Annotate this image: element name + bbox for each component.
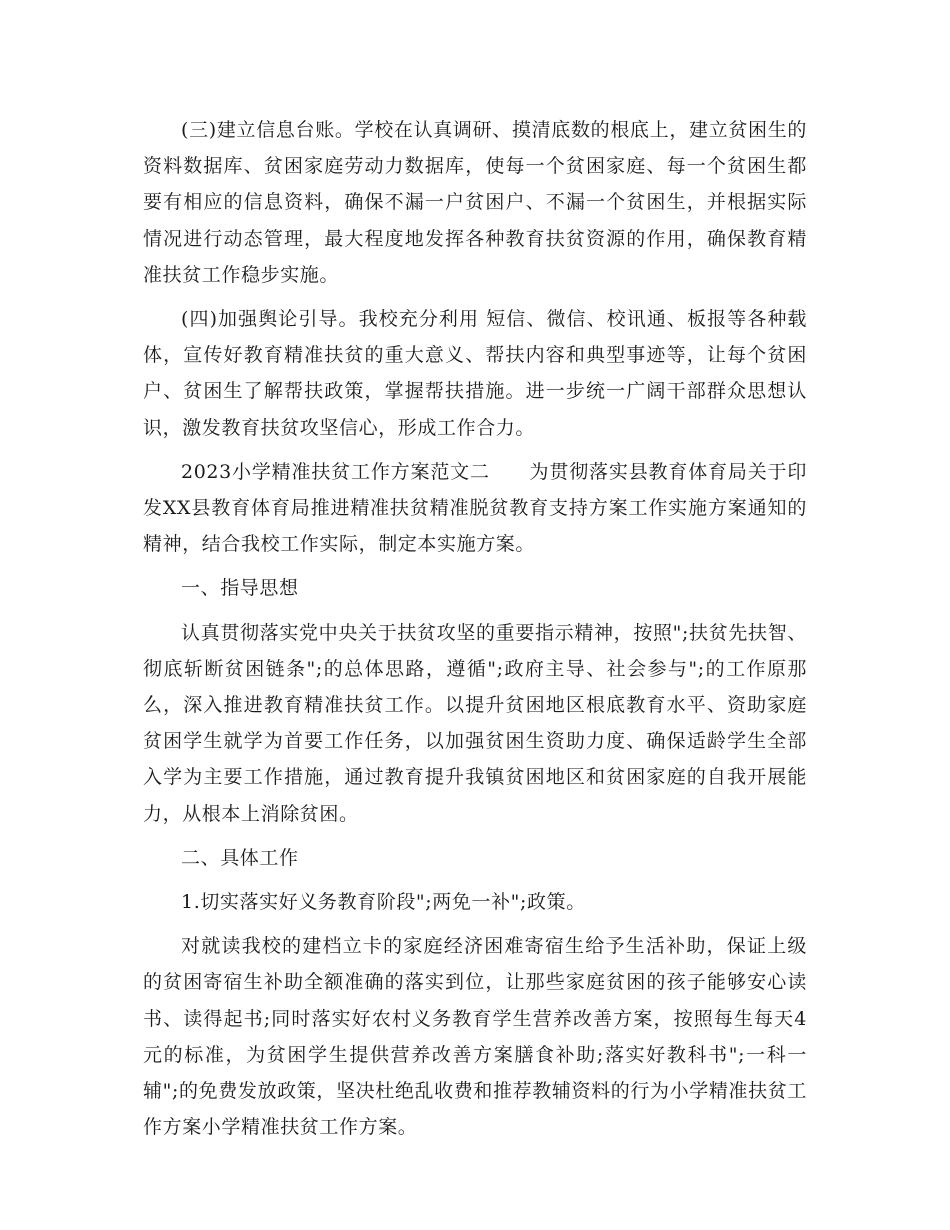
paragraph-public-opinion: (四)加强舆论引导。我校充分利用 短信、微信、校讯通、板报等各种载体，宣传好教育精准扶贫的重大意义、帮扶内容和典型事迹等，让每个贫困户、贫困生了解帮扶政策，掌握帮扶措施。进一步统一广阔干部群众思想认识，激发教育扶贫攻坚信心，形成工作合力。 <box>143 308 807 439</box>
paragraph-info-ledger: (三)建立信息台账。学校在认真调研、摸清底数的根底上，建立贫困生的资料数据库、贫困家庭劳动力数据库，使每一个贫困家庭、每一个贫困生都要有相应的信息资料，确保不漏一户贫困户、不漏一个贫困生，并根据实际情况进行动态管理，最大程度地发挥各种教育扶贫资源的作用，确保教育精准扶贫工作稳步实施。 <box>143 119 807 286</box>
document-body <box>143 112 807 1153</box>
paragraph-guiding-thought: 认真贯彻落实党中央关于扶贫攻坚的重要指示精神，按照";扶贫先扶智、彻底斩断贫困链条";的总体思路，遵循";政府主导、社会参与";的工作原那么，深入推进教育精准扶贫工作。以提升贫困地区根底教育水平、资助家庭贫困学生就学为首要工作任务，以加强贫困生资助力度、确保适龄学生全部入学为主要工作措施，通过教育提升我镇贫困地区和贫困家庭的自我开展能力，从根本上消除贫困。 <box>143 621 807 825</box>
paragraph-plan-intro: 2023小学精准扶贫工作方案范文二 为贯彻落实县教育体育局关于印发XX县教育体育局推进精准扶贫精准脱贫教育支持方案工作实施方案通知的精神，结合我校工作实际，制定本实施方案。 <box>143 460 807 556</box>
section-heading-specific-work: 二、具体工作 <box>181 846 299 869</box>
subheading-policy-1: 1.切实落实好义务教育阶段";两免一补";政策。 <box>181 891 586 914</box>
section-heading-guiding-thought: 一、指导思想 <box>181 577 299 600</box>
paragraph-boarding-subsidy: 对就读我校的建档立卡的家庭经济困难寄宿生给予生活补助，保证上级的贫困寄宿生补助全额准确的落实到位，让那些家庭贫困的孩子能够安心读书、读得起书;同时落实好农村义务教育学生营养改善方案，按照每生每天4元的标准，为贫困学生提供营养改善方案膳食补助;落实好教科书";一科一辅";的免费发放政策，坚决杜绝乱收费和推荐教辅资料的行为小学精准扶贫工作方案小学精准扶贫工作方案。 <box>143 935 807 1139</box>
